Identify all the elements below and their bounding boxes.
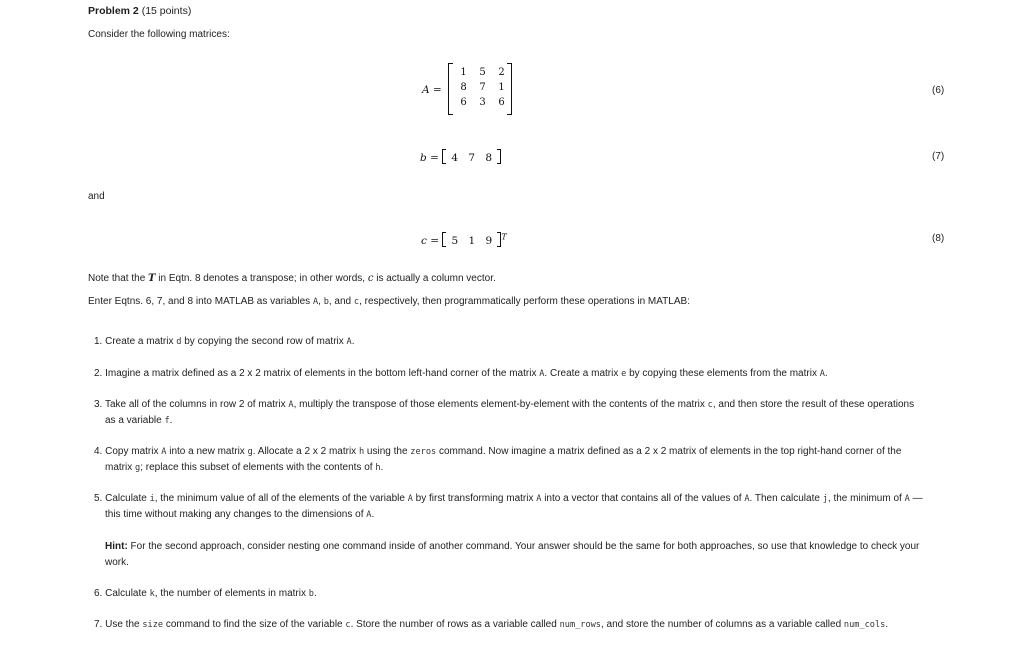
vector-element: 7 — [468, 152, 476, 164]
eq8-number: (8) — [932, 233, 945, 244]
eq6-lhs: A = — [422, 84, 442, 96]
matrix-cell: 2 — [498, 67, 505, 78]
vector-element: 1 — [468, 235, 476, 247]
matrix-cell: 6 — [460, 97, 467, 108]
eq7-lhs: b = — [420, 152, 439, 164]
matrix-cell: 1 — [498, 82, 505, 93]
matrix-A-table — [454, 65, 511, 110]
list-item: 4. Copy matrix A into a new matrix g. Allocate a 2 x 2 matrix h using the zeros command. Now imagine a matrix defined as a 2 x 2 matrix of elements in the top right-hand corner of the — [94, 446, 902, 457]
vector-element: 8 — [485, 152, 493, 164]
list-item: 6. Calculate k, the number of elements in matrix b. — [94, 588, 317, 599]
eq7 — [420, 149, 501, 164]
instructions-text: Enter Eqtns. 6, 7, and 8 into MATLAB as variables A, b, and c, respectively, then programmatically perform these operations in MATLAB: — [88, 296, 690, 307]
eq8-lhs: c = — [421, 235, 440, 247]
problem-points: (15 points) — [141, 5, 192, 17]
problem-title — [88, 5, 191, 17]
intro-text: Consider the following matrices: — [88, 29, 230, 40]
note-text: Note that the T in Eqtn. 8 denotes a transpose; in other words, c is actually a column vector. — [88, 273, 496, 284]
list-item: 2. Imagine a matrix defined as a 2 x 2 matrix of elements in the bottom left-hand corner of the matrix A. Create a matrix e by copying these elements from the matrix A. — [94, 368, 828, 379]
list-item-continuation: as a variable f. — [105, 415, 173, 426]
matrix-cell: 5 — [479, 67, 486, 78]
list-item-continuation: matrix g; replace this subset of elements with the contents of h. — [105, 462, 384, 473]
transpose-symbol: T — [148, 273, 156, 284]
vector-element: 4 — [451, 152, 459, 164]
list-item: 7. Use the size command to find the size of the variable c. Store the number of rows as a variable called num_rows, and store the number of columns as a variable called num_cols. — [94, 619, 889, 630]
vector-element: 5 — [451, 235, 459, 247]
matrix-cell: 8 — [460, 82, 467, 93]
eq6-number: (6) — [932, 85, 945, 96]
vector-element: 9 — [485, 235, 493, 247]
hint-text: Hint: For the second approach, consider nesting one command inside of another command. Your answer should be the same for both approaches, so use that knowledge to check your — [105, 541, 920, 552]
list-item: 1. Create a matrix d by copying the second row of matrix A. — [94, 336, 355, 347]
list-item-continuation: this time without making any changes to the dimensions of A. — [105, 509, 375, 520]
list-item: 3. Take all of the columns in row 2 of matrix A, multiply the transpose of those elements element-by-element with the contents of the matrix c, and then store the result of these operations — [94, 399, 915, 410]
eq8 — [421, 232, 507, 247]
matrix-A — [448, 63, 512, 115]
list-item: 5. Calculate i, the minimum value of all of the elements of the variable A by first transforming matrix A into a vector that contains all of the values of A. Then calculate j, the minimum of A — — [94, 493, 923, 504]
eq7-number: (7) — [932, 151, 945, 162]
matrix-cell: 1 — [460, 67, 467, 78]
and-text: and — [88, 191, 105, 202]
matrix-cell: 7 — [479, 82, 486, 93]
matrix-cell: 3 — [479, 97, 486, 108]
transpose-superscript: T — [501, 232, 507, 242]
problem-label: Problem 2 — [88, 5, 139, 17]
hint-continuation: work. — [105, 557, 129, 568]
hint-label: Hint: — [105, 541, 128, 552]
matrix-cell: 6 — [498, 97, 505, 108]
